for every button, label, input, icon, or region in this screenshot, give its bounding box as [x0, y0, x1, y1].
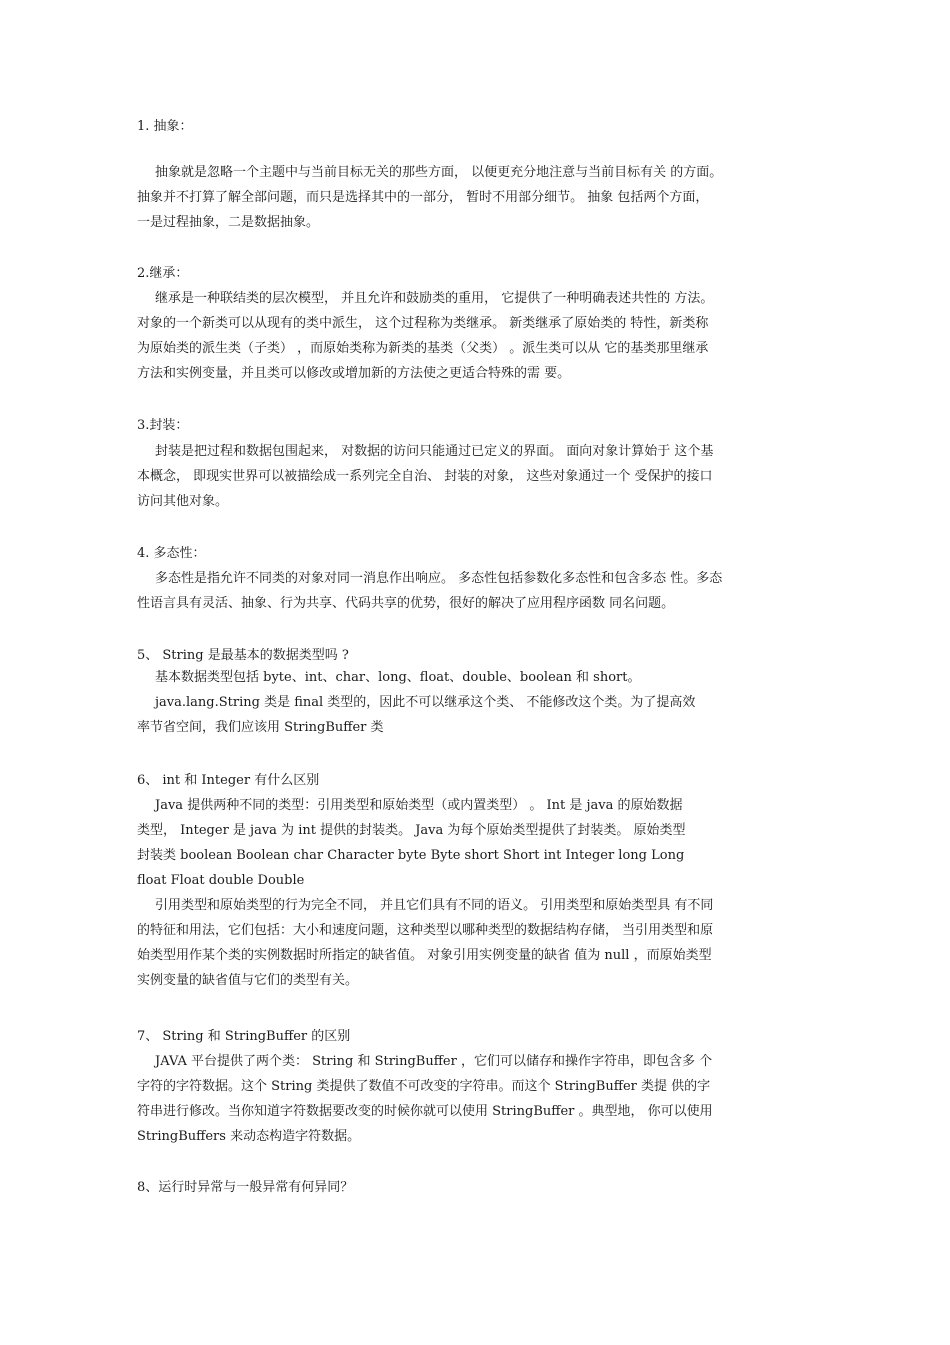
paragraph-line: 抽象并不打算了解全部问题，而只是选择其中的一部分， 暂时不用部分细节。 抽象 包括两个方面， — [137, 190, 709, 205]
paragraph-line: 符串进行修改。当你知道字符数据要改变的时候你就可以使用 StringBuffer 。典型地， 你可以使用 — [137, 1104, 713, 1119]
paragraph-line: 引用类型和原始类型的行为完全不同， 并且它们具有不同的语义。 引用类型和原始类型具 有不同 — [155, 898, 714, 913]
section-heading-8: 8、运行时异常与一般异常有何异同？ — [137, 1180, 354, 1195]
paragraph-line: 方法和实例变量，并且类可以修改或增加新的方法使之更适合特殊的需 要。 — [137, 366, 571, 381]
paragraph-line: 抽象就是忽略一个主题中与当前目标无关的那些方面， 以便更充分地注意与当前目标有关 的方面。 — [155, 165, 723, 180]
paragraph-line: java.lang.String 类是 final 类型的，因此不可以继承这个类、 不能修改这个类。为了提高效 — [155, 695, 696, 710]
paragraph-line: StringBuffers 来动态构造字符数据。 — [137, 1129, 361, 1144]
paragraph-line: 封装是把过程和数据包围起来， 对数据的访问只能通过已定义的界面。 面向对象计算始于 这个基 — [155, 444, 714, 459]
paragraph-line: 本概念， 即现实世界可以被描绘成一系列完全自治、 封装的对象， 这些对象通过一个 受保护的接口 — [137, 469, 713, 484]
paragraph-line: 一是过程抽象，二是数据抽象。 — [137, 215, 320, 230]
section-heading-2: 2.继承： — [137, 266, 189, 281]
section-heading-6: 6、 int 和 Integer 有什么区别 — [137, 773, 320, 788]
section-heading-7: 7、 String 和 StringBuffer 的区别 — [137, 1029, 351, 1044]
paragraph-line: 为原始类的派生类（子类） ，而原始类称为新类的基类（父类） 。派生类可以从 它的基类那里继承 — [137, 341, 709, 356]
paragraph-line: 继承是一种联结类的层次模型， 并且允许和鼓励类的重用， 它提供了一种明确表述共性的 方法。 — [155, 291, 714, 306]
paragraph-line: 字符的字符数据。这个 String 类提供了数值不可改变的字符串。而这个 StringBuffer 类提 供的字 — [137, 1079, 711, 1094]
paragraph-line: 实例变量的缺省值与它们的类型有关。 — [137, 973, 359, 988]
paragraph-line: 多态性是指允许不同类的对象对同一消息作出响应。 多态性包括参数化多态性和包含多态 性。多态 — [155, 571, 723, 586]
paragraph-line: Java 提供两种不同的类型：引用类型和原始类型（或内置类型） 。 Int 是 java 的原始数据 — [155, 798, 683, 813]
section-heading-1: 1. 抽象： — [137, 119, 193, 134]
paragraph-line: 率节省空间，我们应该用 StringBuffer 类 — [137, 720, 384, 735]
paragraph-line: 始类型用作某个类的实例数据时所指定的缺省值。 对象引用实例变量的缺省 值为 null ，而原始类型 — [137, 948, 712, 963]
paragraph-line: JAVA 平台提供了两个类： String 和 StringBuffer ，它们可以储存和操作字符串，即包含多 个 — [155, 1054, 713, 1069]
section-heading-3: 3.封装： — [137, 418, 189, 433]
paragraph-line: 性语言具有灵活、抽象、行为共享、代码共享的优势，很好的解决了应用程序函数 同名问题。 — [137, 596, 675, 611]
section-heading-5: 5、 String 是最基本的数据类型吗 ? — [137, 648, 349, 663]
paragraph-line: 对象的一个新类可以从现有的类中派生， 这个过程称为类继承。 新类继承了原始类的 特性，新类称 — [137, 316, 709, 331]
section-heading-4: 4. 多态性： — [137, 546, 206, 561]
paragraph-line: 访问其他对象。 — [137, 494, 229, 509]
paragraph-line: 的特征和用法，它们包括：大小和速度问题，这种类型以哪种类型的数据结构存储， 当引用类型和原 — [137, 923, 714, 938]
paragraph-line: 基本数据类型包括 byte、int、char、long、float、double、boolean 和 short。 — [155, 670, 641, 685]
paragraph-line: 类型， Integer 是 java 为 int 提供的封装类。 Java 为每个原始类型提供了封装类。 原始类型 — [137, 823, 686, 838]
paragraph-line: 封装类 boolean Boolean char Character byte Byte short Short int Integer long Long — [137, 848, 685, 863]
paragraph-line: float Float double Double — [137, 873, 305, 888]
